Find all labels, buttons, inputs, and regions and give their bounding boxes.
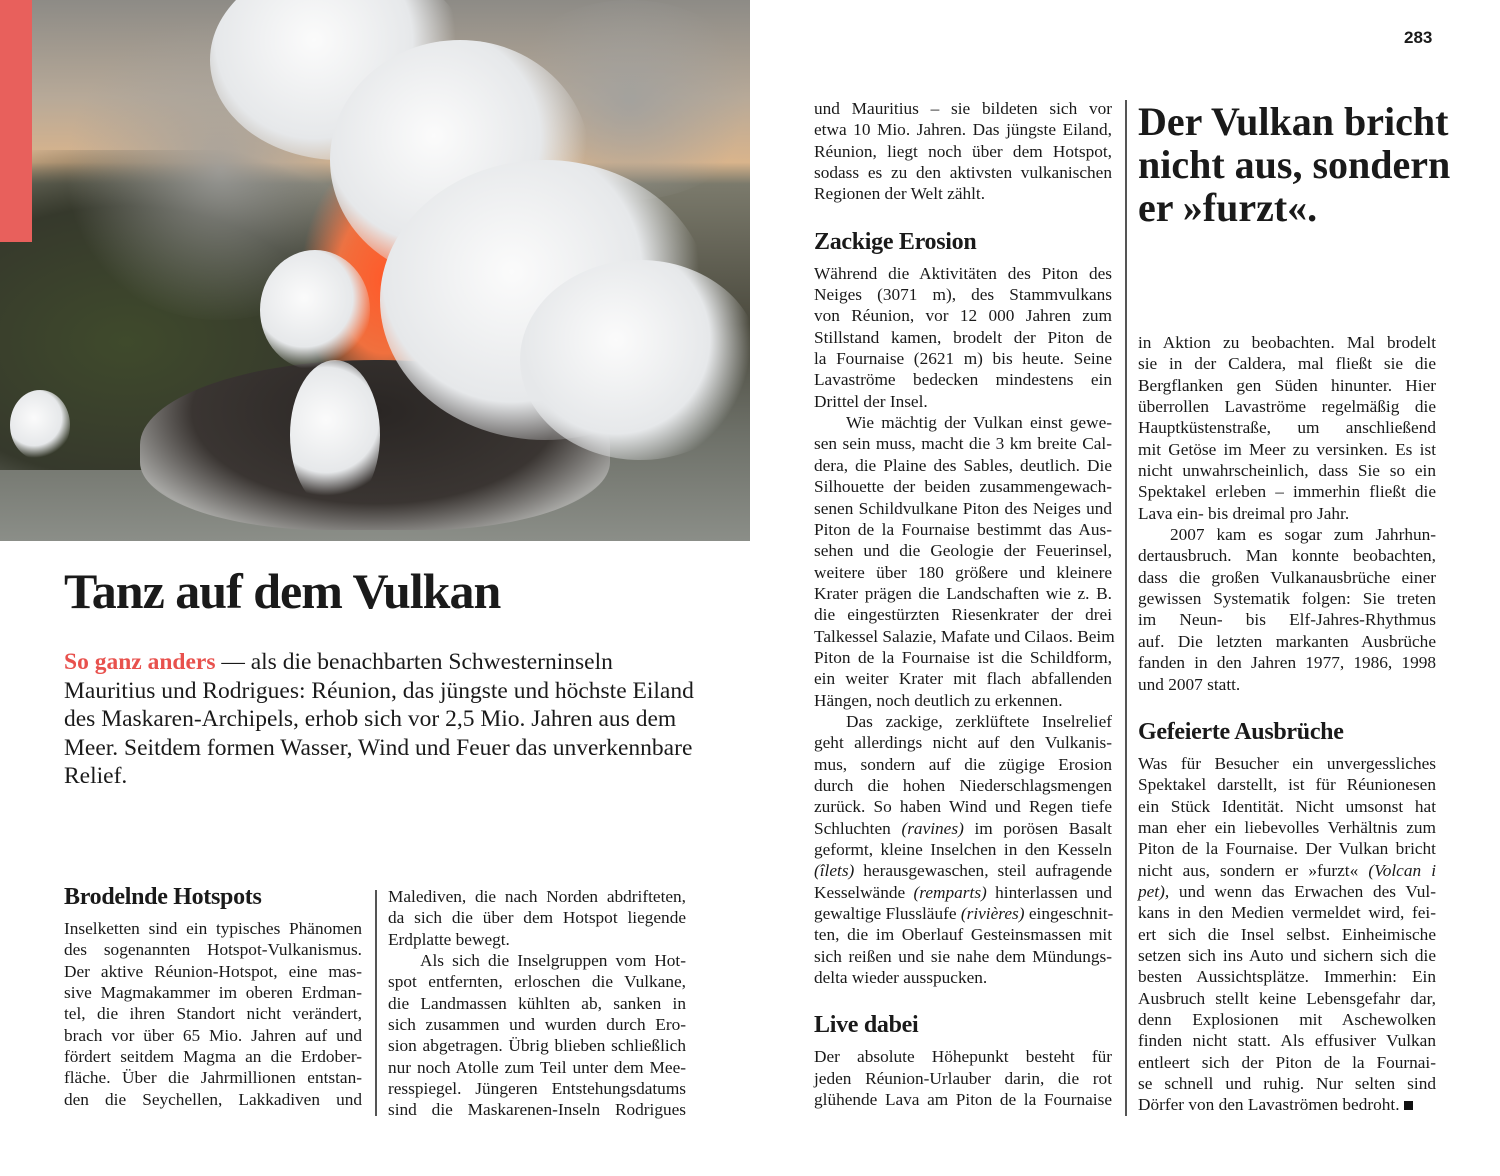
text-line: dertausbruch. Man konnte beobachten, <box>1138 546 1436 566</box>
paragraph <box>64 918 362 1110</box>
text-line: sie in der Caldera, mal fließt sie die <box>1138 354 1436 374</box>
end-of-article-mark <box>1404 1101 1413 1110</box>
text-line: Schluchten (ravines) im porösen Basalt <box>814 818 1112 838</box>
text-line: des sogenannten Hotspot-Vulkanismus. <box>64 940 362 960</box>
text-line: sich reißen und sie nahe dem Mündungs- <box>814 946 1112 966</box>
text-line: Hängen, noch deutlich zu erkennen. <box>814 690 1063 710</box>
text-line: Wie mächtig der Vulkan einst gewe- <box>846 413 1112 433</box>
text-line: Was für Besucher ein unvergessliches <box>1138 753 1436 773</box>
page-number: 283 <box>1404 28 1433 47</box>
text-line: jeden Réunion-Urlauber darin, die rot <box>814 1068 1112 1088</box>
lede-text: — als die benachbarten Schwesterninseln Mauritius und Rodrigues: Réunion, das jüngste und höchste Eiland des Maskaren-Archipels, erhob sich vor 2,5 Mio. Jahren aus dem Meer. Seitdem formen Wasser, Wind und Feuer das unverkennbare Relief. <box>64 649 694 790</box>
text-column-1 <box>64 882 362 1110</box>
text-line: etwa 10 Mio. Jahren. Das jüngste Eiland, <box>814 120 1112 140</box>
text-line: fläche. Über die Jahrmillionen entstan- <box>64 1068 362 1088</box>
pull-quote: Der Vulkan bricht nicht aus, sondern er »furzt«. <box>1138 99 1451 230</box>
text-line: Neiges (3071 m), des Stammvulkans <box>814 285 1112 305</box>
text-line: Erdplatte bewegt. <box>388 929 510 949</box>
text-line: kans in den Medien vermeldet wird, fei- <box>1138 903 1436 923</box>
column-divider <box>1125 100 1127 1116</box>
text-line: spot entfernten, erloschen die Vulkane, <box>388 972 686 992</box>
paragraph <box>814 98 1112 205</box>
text-line: in Aktion zu beobachten. Mal brodelt <box>1138 333 1436 352</box>
text-line: Während die Aktivitäten des Piton des <box>814 263 1112 283</box>
text-line: gewissen Systematik folgen: Sie treten <box>1138 589 1436 609</box>
text-line: ert sich die Insel selbst. Einheimische <box>1138 924 1436 944</box>
text-line: weitere über 180 größere und kleinere <box>814 562 1112 582</box>
paragraph <box>1138 524 1436 695</box>
lede-accent: So ganz anders <box>64 649 216 675</box>
text-line: nur noch Atolle zum Teil unter dem Mee- <box>388 1057 686 1077</box>
text-line: überrollen Lavaströme regelmäßig die <box>1138 397 1436 417</box>
italic-term: (Volcan i <box>1368 860 1436 880</box>
text-line: la Fournaise (2621 m) bis heute. Seine <box>814 349 1112 369</box>
text-line: sion abgetragen. Übrig blieben schließlich <box>388 1036 686 1056</box>
text-line: ten, die im Oberlauf Gesteinsmassen mit <box>814 925 1112 945</box>
text-line: Kesselwände (remparts) hinterlassen und <box>814 882 1112 902</box>
section-heading: Live dabei <box>814 1012 919 1039</box>
text-line: Stillstand kamen, brodelt der Piton de <box>814 327 1112 347</box>
text-line: ein Stück Identität. Nicht umsonst hat <box>1138 796 1436 816</box>
italic-term: (remparts) <box>913 882 987 902</box>
italic-term: pet), <box>1138 881 1170 901</box>
text-line: da sich die über dem Hotspot liegende <box>388 908 686 928</box>
column-divider <box>375 890 377 1116</box>
text-line: nicht aus, sondern er »furzt« (Volcan i <box>1138 860 1436 880</box>
text-column-2 <box>388 886 686 1121</box>
text-line: Réunion, liegt noch über dem Hotspot, <box>814 141 1112 161</box>
paragraph <box>814 412 1115 711</box>
section-color-bar <box>0 0 32 242</box>
text-line: (îlets) herausgewaschen, steil aufragende <box>814 861 1112 881</box>
text-line: Dörfer von den Lavaströmen bedroht. <box>1138 1094 1436 1115</box>
section-heading: Gefeierte Ausbrüche <box>1138 718 1344 745</box>
text-line: dass die großen Vulkanausbrüche einer <box>1138 567 1436 587</box>
text-line: Spektakel erleben – immerhin fließt die <box>1138 482 1436 502</box>
text-line: Piton de la Fournaise ist die Schildform, <box>814 647 1112 667</box>
text-line: Malediven, die nach Norden abdrifteten, <box>388 887 686 906</box>
text-line: glühende Lava am Piton de la Fournaise <box>814 1090 1112 1110</box>
text-line: Hauptküstenstraße, um anschließend <box>1138 418 1436 438</box>
text-line: Piton de la Fournaise bestimmt das Aus- <box>814 519 1112 539</box>
text-line: mit Getöse im Meer zu versinken. Es ist <box>1138 439 1436 459</box>
text-line: besten Aussichtsplätze. Immerhin: Ein <box>1138 967 1436 987</box>
text-line: Der aktive Réunion-Hotspot, eine mas- <box>64 961 362 981</box>
text-line: fördert seitdem Magma an die Erdober- <box>64 1047 362 1067</box>
text-line: ein weiter Krater mit flach abfallenden <box>814 669 1112 689</box>
text-column-3 <box>814 98 1115 1110</box>
text-line: Der absolute Höhepunkt besteht für <box>814 1047 1112 1067</box>
text-line: Silhouette der beiden zusammengewach- <box>814 477 1112 497</box>
article-lede <box>64 648 704 791</box>
text-line: Ausbruch stellt keine Lebensgefahr dar, <box>1138 988 1436 1008</box>
text-line: se schnell und ruhig. Nur selten sind <box>1138 1074 1436 1093</box>
text-line: denn Explosionen mit Aschewolken <box>1138 1009 1436 1029</box>
volcano-eruption-photo <box>0 0 750 541</box>
text-line: von Réunion, vor 12 000 Jahren zum <box>814 306 1112 326</box>
section-heading: Zackige Erosion <box>814 228 977 255</box>
text-line: resspiegel. Jüngeren Entstehungsdatums <box>388 1079 686 1099</box>
text-line: fanden in den Jahren 1977, 1986, 1998 <box>1138 653 1436 673</box>
text-line: sind die Maskarenen-Inseln Rodrigues <box>388 1100 686 1120</box>
text-line: Regionen der Welt zählt. <box>814 184 986 204</box>
text-line: im Neun- bis Elf-Jahres-Rhythmus <box>1138 610 1436 630</box>
text-line: die eingestürzten Riesenkrater der drei <box>814 605 1112 625</box>
text-line: dera, die Plaine des Sables, deutlich. Die <box>814 455 1112 475</box>
paragraph <box>814 263 1112 412</box>
text-line: entleert sich der Piton de la Fournai- <box>1138 1052 1436 1072</box>
text-line: 2007 kam es sogar zum Jahrhun- <box>1170 525 1436 545</box>
text-line: mus, sondern auf die zügige Erosion <box>814 754 1112 774</box>
text-line: Das zackige, zerklüftete Inselrelief <box>846 711 1112 731</box>
text-line: Drittel der Insel. <box>814 391 928 411</box>
text-line: man eher ein liebevolles Verhältnis zum <box>1138 817 1436 837</box>
text-line: die Landmassen kühlten ab, sanken in <box>388 993 686 1013</box>
italic-term: (îlets) <box>814 861 855 881</box>
text-line: Spektakel darstellt, ist für Réunionesen <box>1138 775 1436 795</box>
paragraph <box>814 711 1112 988</box>
text-line: setzen sich ins Auto und sichern sich die <box>1138 945 1436 965</box>
text-line: Lavaströme bedecken mindestens ein <box>814 370 1112 390</box>
italic-term: (ravines) <box>901 818 964 838</box>
text-line: sich zusammen und wurden durch Ero- <box>388 1015 686 1035</box>
text-line: Inselketten sind ein typisches Phänomen <box>64 919 362 938</box>
text-line: und Mauritius – sie bildeten sich vor <box>814 99 1112 118</box>
text-line: Piton de la Fournaise. Der Vulkan bricht <box>1138 839 1436 859</box>
text-line: zurück. So haben Wind und Regen tiefe <box>814 797 1112 817</box>
italic-term: (rivières) <box>960 904 1025 924</box>
article-headline: Tanz auf dem Vulkan <box>64 563 501 619</box>
paragraph <box>1138 332 1436 524</box>
text-line: sen sein muss, macht die 3 km breite Cal- <box>814 434 1112 454</box>
text-line: geformt, kleine Inselchen in den Kesseln <box>814 840 1112 859</box>
text-line: Talkessel Salazie, Mafate und Cilaos. Beim <box>814 626 1115 646</box>
text-line: sodass es zu den aktivsten vulkanischen <box>814 163 1112 183</box>
text-line: Als sich die Inselgruppen vom Hot- <box>420 951 686 971</box>
text-line: gewaltige Flussläufe (rivières) eingeschnit- <box>814 904 1114 924</box>
text-column-4 <box>1138 332 1436 1116</box>
text-line: Bergflanken gen Süden hinunter. Hier <box>1138 375 1436 395</box>
text-line: nicht unwahrscheinlich, dass Sie so ein <box>1138 461 1436 481</box>
paragraph <box>814 1046 1112 1110</box>
text-line: durch die hohen Niederschlagsmengen <box>814 775 1112 795</box>
text-line: senen Schildvulkane Piton des Neiges und <box>814 498 1112 518</box>
text-line: delta wieder ausspucken. <box>814 968 988 988</box>
text-line: pet), und wenn das Erwachen des Vul- <box>1138 881 1436 901</box>
text-line: sive Magmakammer im oberen Erdman- <box>64 983 362 1003</box>
text-line: finden nicht statt. Als effusiver Vulkan <box>1138 1031 1436 1051</box>
text-line: Lava ein- bis dreimal pro Jahr. <box>1138 503 1350 523</box>
text-line: geht allerdings nicht auf den Vulkanis- <box>814 733 1112 753</box>
text-line: brach vor über 65 Mio. Jahren auf und <box>64 1025 362 1045</box>
text-line: Krater prägen die Landschaften wie z. B. <box>814 583 1112 603</box>
text-line: auf. Die letzten markanten Ausbrüche <box>1138 631 1436 651</box>
text-line: tel, die ihren Standort nicht verändert, <box>64 1004 362 1024</box>
text-line: und 2007 statt. <box>1138 674 1241 694</box>
paragraph <box>388 886 686 950</box>
text-line: den die Seychellen, Lakkadiven und <box>64 1089 362 1109</box>
text-line: sehen und die Geologie der Feuerinsel, <box>814 541 1112 561</box>
section-heading: Brodelnde Hotspots <box>64 884 262 910</box>
paragraph <box>1138 753 1436 1116</box>
paragraph <box>388 950 686 1121</box>
